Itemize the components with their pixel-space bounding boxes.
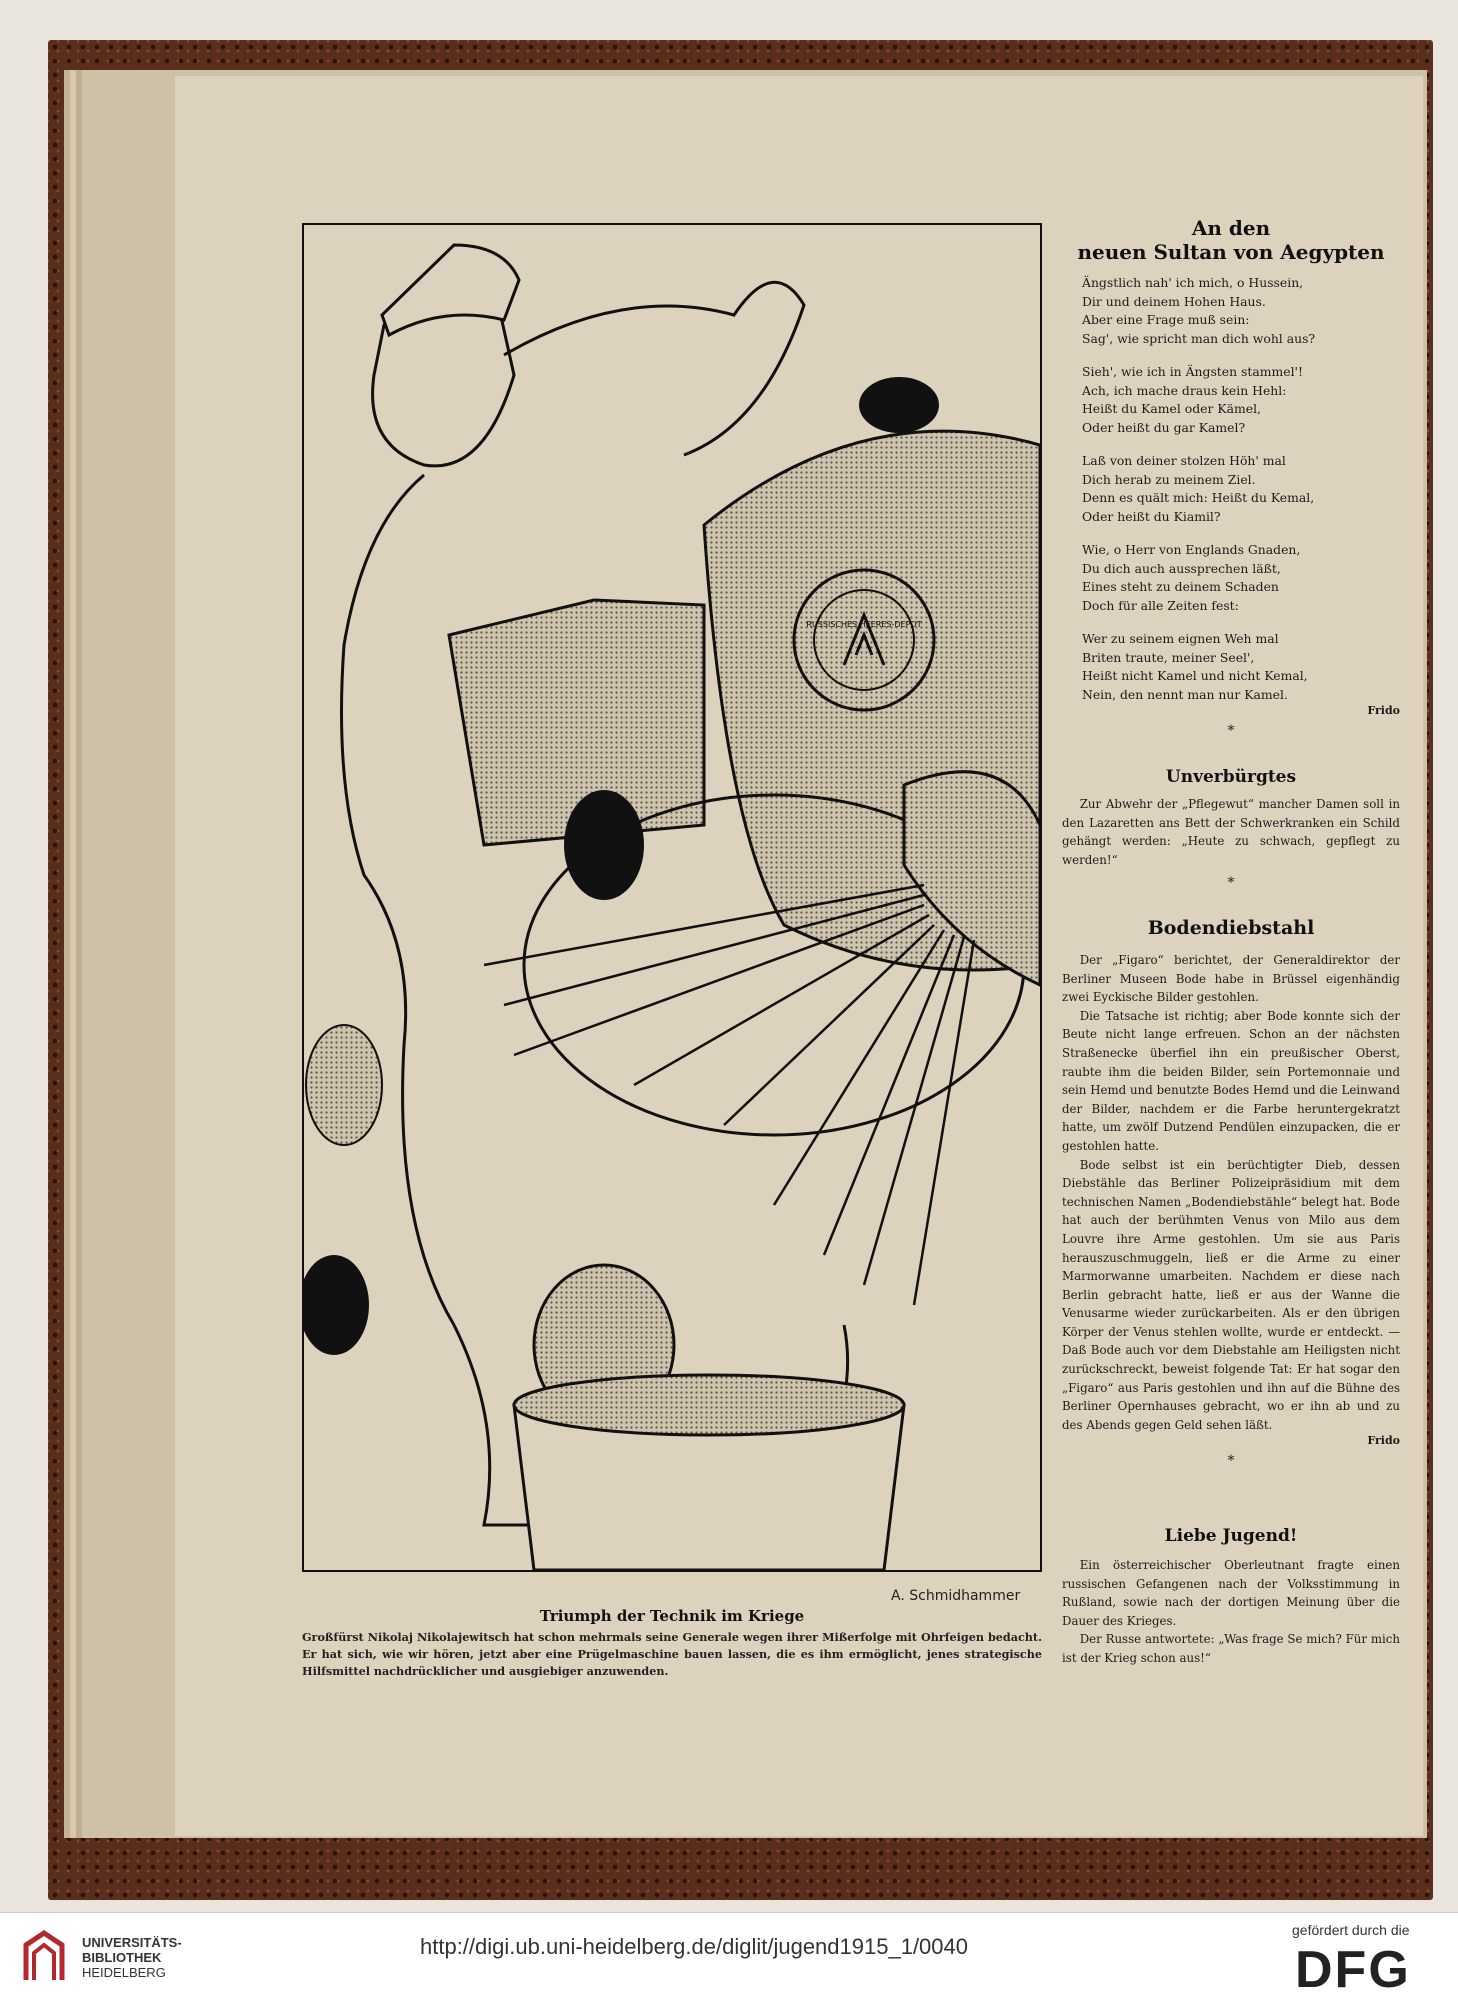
poem-line: Nein, den nennt man nur Kamel.	[1082, 686, 1288, 702]
stanza	[1082, 274, 1400, 348]
poem-line: Heißt nicht Kamel und nicht Kemal,	[1082, 668, 1308, 683]
poem-line: Ach, ich mache draus kein Hehl:	[1082, 382, 1287, 398]
poem-line: Du dich auch aussprechen läßt,	[1082, 560, 1281, 576]
article-title: Unverbürgtes	[1165, 767, 1297, 787]
permalink-url[interactable]: http://digi.ub.uni-heidelberg.de/diglit/jugend1915_1/0040	[420, 1934, 968, 1959]
poem-line: Doch für alle Zeiten fest:	[1082, 597, 1239, 613]
article-paragraph: Ein österreichischer Oberleutnant fragte einen russischen Gefangenen nach der Volksstimmung in Rußland, sowie nach der dortigen Meinung über die Dauer des Krieges.	[1062, 1558, 1400, 1628]
illustration	[302, 223, 1042, 1572]
stanza	[1082, 541, 1400, 615]
poem-title-line1: An den	[1191, 216, 1271, 240]
stanza	[1082, 363, 1400, 437]
poem-line: Ängstlich nah' ich mich, o Hussein,	[1082, 275, 1304, 290]
dfg-logo: DFG	[1295, 1941, 1411, 1999]
stamp-text: RUSSISCHES HEERES-DEPOT	[806, 620, 922, 629]
stanza	[1082, 630, 1400, 704]
article-paragraph: Bode selbst ist ein berüchtigter Dieb, dessen Diebstähle das Berliner Polizeipräsidium mit dem technischen Namen „Bodendiebstähle“ belegt hat. Bode hat auch der berühmten Venus von Milo aus dem Louvre ihre Arme gestohlen. Um sie aus Paris herauszuschmuggeln, ließ er die Arme zu einer Marmorwanne umarbeiten. Nachdem er diese nach Berlin gebracht hatte, ließ er aus der Wanne die Venusarme wieder zurückarbeiten. Als er den übrigen Körper der Venus stehlen wollte, wurde er entdeckt. — Daß Bode auch vor dem Diebstahle am Heiligsten nicht zurückschreckt, beweist folgende Tat: Er hat sogar den „Figaro“ aus Paris gestohlen und ihn auf die Bühne des Berliner Opernhauses gebracht, wo er ihn ab und zu des Abends gegen Geld sehen läßt.	[1062, 1157, 1400, 1432]
poem-line: Heißt du Kamel oder Kämel,	[1082, 401, 1261, 416]
separator: *	[1227, 723, 1235, 739]
article-title: Bodendiebstahl	[1147, 917, 1315, 939]
poem-line: Briten traute, meiner Seel',	[1082, 649, 1255, 665]
poem-line: Dir und deinem Hohen Haus.	[1082, 293, 1266, 309]
poem-line: Denn es quält mich: Heißt du Kemal,	[1082, 490, 1315, 505]
cartoon-drawing	[304, 225, 1040, 1570]
poem-line: Sag', wie spricht man dich wohl aus?	[1082, 330, 1316, 346]
poem-line: Sieh', wie ich in Ängsten stammel'!	[1082, 364, 1303, 379]
poem-line: Wer zu seinem eignen Weh mal	[1082, 631, 1279, 646]
article-liebe-jugend	[1062, 1524, 1400, 1668]
caption-title: Triumph der Technik im Kriege	[539, 1607, 805, 1625]
article-title: Liebe Jugend!	[1164, 1526, 1298, 1546]
library-name-line: UNIVERSITÄTS-	[82, 1935, 182, 1950]
poem-line: Eines steht zu deinem Schaden	[1082, 579, 1279, 594]
funded-by-label: gefördert durch die	[1292, 1922, 1410, 1938]
poem-section	[1062, 216, 1400, 739]
poem-line: Oder heißt du Kiamil?	[1082, 508, 1221, 524]
library-name-line: BIBLIOTHEK	[82, 1950, 162, 1965]
article-signature: Frido	[1367, 1434, 1400, 1448]
caption-text: Großfürst Nikolaj Nikolajewitsch hat schon mehrmals seine Generale wegen ihrer Mißerfolge mit Ohrfeigen bedacht. Er hat sich, wie wir hören, jetzt aber eine Prügelmaschine bauen lassen, die es ihm ermöglicht, jenes strategische Hilfsmittel nachdrücklicher und ausgiebiger anzuwenden.	[302, 1630, 1042, 1678]
article-paragraph: Der „Figaro“ berichtet, der Generaldirektor der Berliner Museen Bode habe in Brüssel eigenhändig zwei Eyckische Bilder gestohlen.	[1062, 953, 1400, 1005]
poem-line: Dich herab zu meinem Ziel.	[1082, 471, 1256, 487]
poem-signature: Frido	[1367, 704, 1400, 717]
library-name-line: HEIDELBERG	[82, 1965, 166, 1980]
poem-stanzas	[1062, 274, 1400, 704]
university-library-logo-icon	[16, 1925, 76, 1995]
article-paragraph: Die Tatsache ist richtig; aber Bode konnte sich der Beute nicht lange erfreuen. Schon an der nächsten Straßenecke überfiel ihn ein preußischer Oberst, raubte ihm die beiden Bilder, sein Portemonnaie und sein Hemd und benutzte Bodes Hemd und die Leinwand der Bilder, nachdem er die Farbe heruntergekratzt hatte, um zwölf Dutzend Pendülen einzupacken, die er gestohlen hatte.	[1062, 1008, 1400, 1153]
stanza	[1082, 452, 1400, 526]
article-unverbuergtes	[1062, 765, 1400, 891]
poem-line: Aber eine Frage muß sein:	[1082, 312, 1250, 327]
library-name	[82, 1935, 182, 1980]
separator: *	[1227, 875, 1235, 892]
poem-title-line2: neuen Sultan von Aegypten	[1077, 240, 1385, 264]
article-body: Zur Abwehr der „Pflegewut“ mancher Damen soll in den Lazaretten ans Bett der Schwerkranken ein Schild gehängt werden: „Heute zu schwach, gepflegt zu werden!“	[1062, 797, 1400, 867]
poem-line: Wie, o Herr von Englands Gnaden,	[1082, 542, 1301, 557]
poem-line: Oder heißt du gar Kamel?	[1082, 419, 1246, 435]
article-bodendiebstahl	[1062, 915, 1400, 1469]
poem-line: Laß von deiner stolzen Höh' mal	[1082, 453, 1286, 468]
artist-signature: A. Schmidhammer	[891, 1588, 1021, 1604]
separator: *	[1227, 1453, 1235, 1470]
viewer-footer	[0, 1912, 1458, 2016]
article-paragraph: Der Russe antwortete: „Was frage Se mich? Für mich ist der Krieg schon aus!“	[1062, 1632, 1400, 1665]
